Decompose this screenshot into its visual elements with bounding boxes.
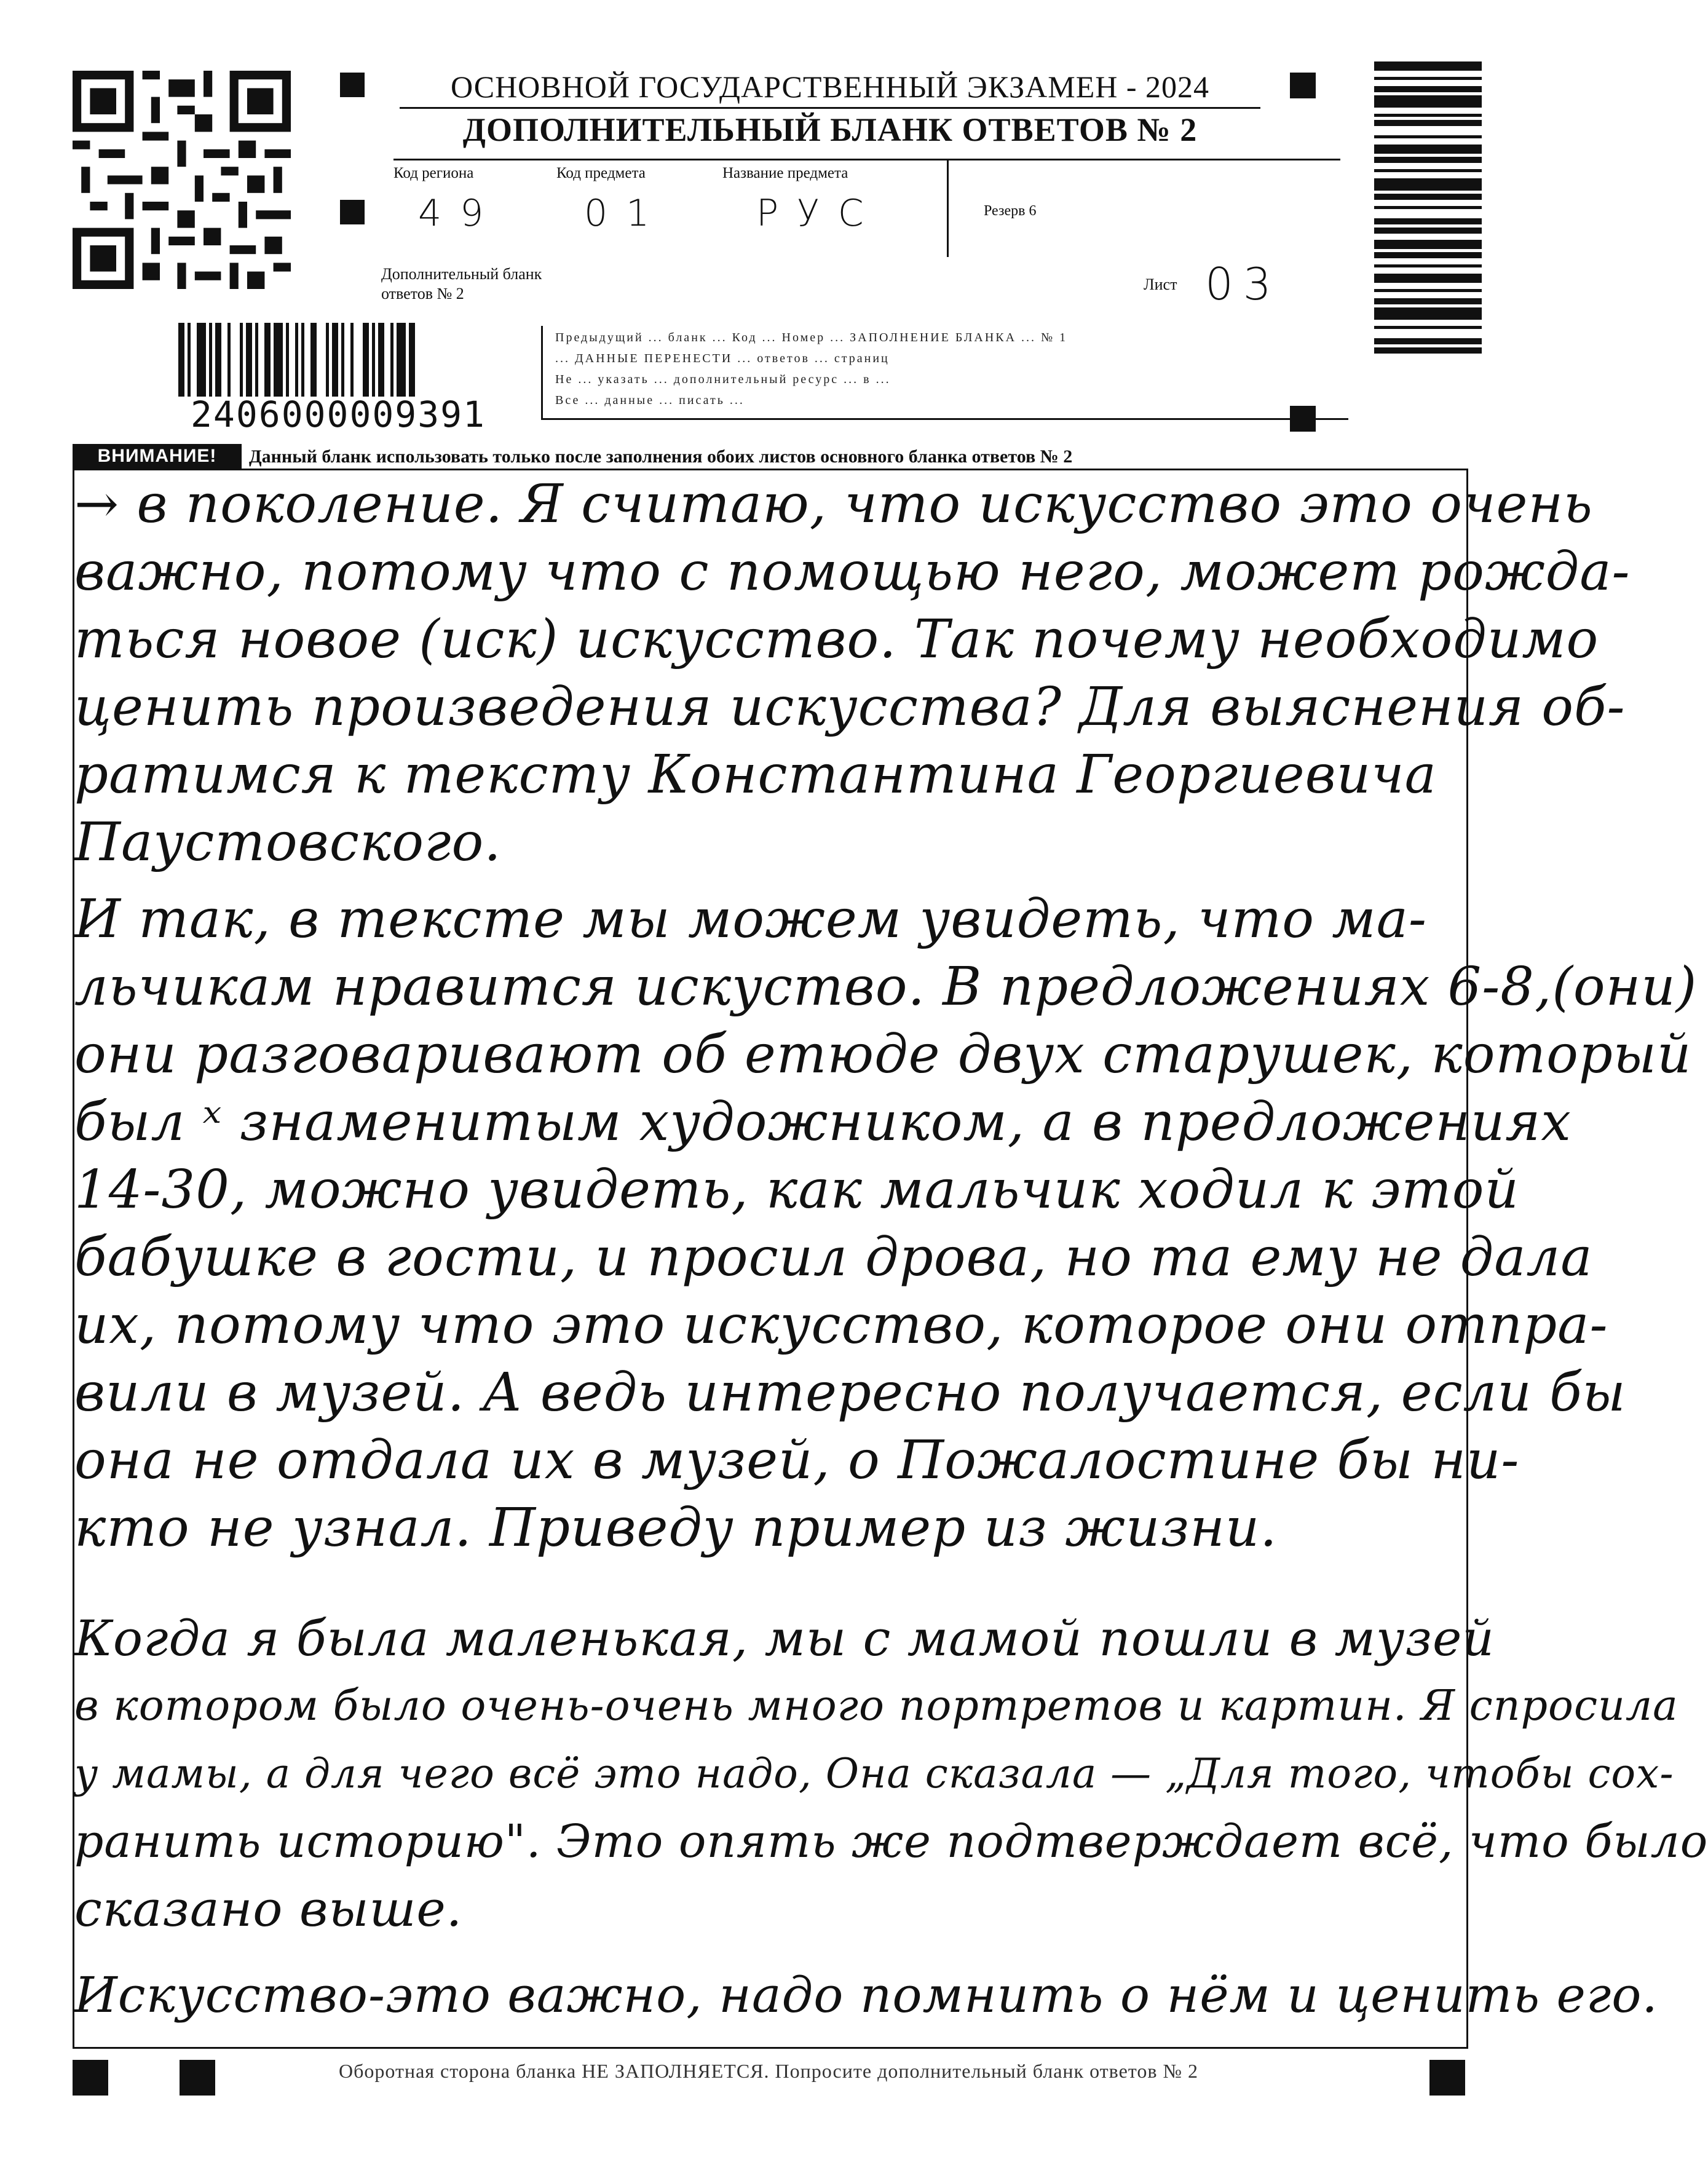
qr-code — [73, 71, 291, 289]
answer-area — [73, 469, 1708, 2049]
answer-line: Когда я была маленькая, мы с мамой пошли в музей — [74, 1610, 1495, 1667]
subject-code-value: 01 — [584, 192, 668, 235]
answer-line: ранить историю". Это опять же подтверждает всё, что было — [74, 1815, 1708, 1868]
answer-line: И так, в тексте мы можем увидеть, что ма- — [74, 889, 1427, 950]
answer-line: ратимся к тексту Константина Георгиевича — [74, 744, 1437, 805]
sheet-label: Лист — [1144, 275, 1177, 293]
warning-text: Данный бланк использовать только после заполнения обоих листов основного бланка ответов № 2 — [249, 446, 1073, 467]
answer-line: 14-30, можно увидеть, как мальчик ходил к этой — [74, 1159, 1519, 1221]
side-barcode — [1374, 61, 1482, 433]
header-divider-right — [947, 159, 1340, 160]
answer-line: у мамы, а для чего всё это надо, Она сказала — „Для того, чтобы сох- — [74, 1750, 1674, 1797]
region-code-label: Код региона — [393, 165, 474, 181]
registration-mark-left — [340, 200, 365, 224]
instruction-line: ... ДАННЫЕ ПЕРЕНЕСТИ ... ответов ... страниц — [555, 352, 890, 365]
instruction-line: Все ... данные ... писать ... — [555, 394, 745, 407]
header-divider-vertical — [947, 159, 949, 257]
answer-line: бабушке в гости, и просил дрова, но та ему не дала — [74, 1227, 1593, 1288]
warning-badge: ВНИМАНИЕ! — [73, 444, 242, 469]
answer-line: → в поколение. Я считаю, что искусство это очень — [74, 473, 1593, 535]
subject-code-label: Код предмета — [556, 165, 646, 181]
barcode-number: 2406000009391 — [191, 394, 486, 435]
registration-mark-top-right — [1290, 73, 1316, 98]
registration-mark-top-left — [340, 73, 365, 97]
registration-mark-bottom-left-2 — [180, 2060, 215, 2096]
extra-form-label: Дополнительный бланк ответов № 2 — [381, 265, 542, 303]
answer-line: кто не узнал. Приведу пример из жизни. — [74, 1497, 1278, 1559]
answer-line: в котором было очень-очень много портретов и картин. Я спросила — [74, 1682, 1678, 1730]
answer-line: она не отдала их в музей, о Пожалостине бы ни- — [74, 1430, 1520, 1491]
instruction-line: Не ... указать ... дополнительный ресурс ... в ... — [555, 373, 891, 386]
reserve-label: Резерв 6 — [984, 203, 1037, 219]
answer-line: ценить произведения искусства? Для выяснения об- — [74, 676, 1626, 738]
answer-line: Паустовского. — [74, 812, 502, 873]
form-title: ДОПОЛНИТЕЛЬНЫЙ БЛАНК ОТВЕТОВ № 2 — [462, 111, 1198, 148]
sheet-number: 03 — [1205, 258, 1281, 310]
subject-name-label: Название предмета — [722, 165, 848, 181]
answer-line: они разговаривают об етюде двух старушек, который — [74, 1024, 1692, 1085]
footer-note: Оборотная сторона бланка НЕ ЗАПОЛНЯЕТСЯ. Попросите дополнительный бланк ответов № 2 — [339, 2060, 1198, 2082]
header-divider — [393, 159, 947, 160]
registration-mark-bottom-right — [1429, 2060, 1465, 2096]
answer-line: сказано выше. — [74, 1880, 463, 1937]
answer-line: их, потому что это искусство, которое они отпра- — [74, 1294, 1608, 1356]
answer-line: важно, потому что с помощью него, может рожда- — [74, 541, 1631, 603]
answer-line: вили в музей. А ведь интересно получается, если бы — [74, 1362, 1626, 1423]
answer-line: был ˣ знаменитым художником, а в предложениях — [74, 1091, 1572, 1153]
form-barcode — [178, 323, 523, 397]
registration-mark-bottom-left-1 — [73, 2060, 108, 2096]
exam-title: ОСНОВНОЙ ГОСУДАРСТВЕННЫЙ ЭКЗАМЕН - 2024 — [400, 69, 1260, 109]
instructions-box — [541, 326, 1348, 420]
answer-line: ться новое (иск) искусство. Так почему необходимо — [74, 609, 1599, 670]
answer-line: льчикам нравится искуство. В предложениях 6-8,(они) — [74, 956, 1698, 1018]
region-code-value: 49 — [418, 192, 502, 235]
answer-line: Искусство-это важно, надо помнить о нём и ценить его. — [74, 1966, 1658, 2024]
subject-name-value: РУС — [756, 192, 882, 235]
instruction-line: Предыдущий ... бланк ... Код ... Номер ... ЗАПОЛНЕНИЕ БЛАНКА ... № 1 — [555, 331, 1068, 344]
